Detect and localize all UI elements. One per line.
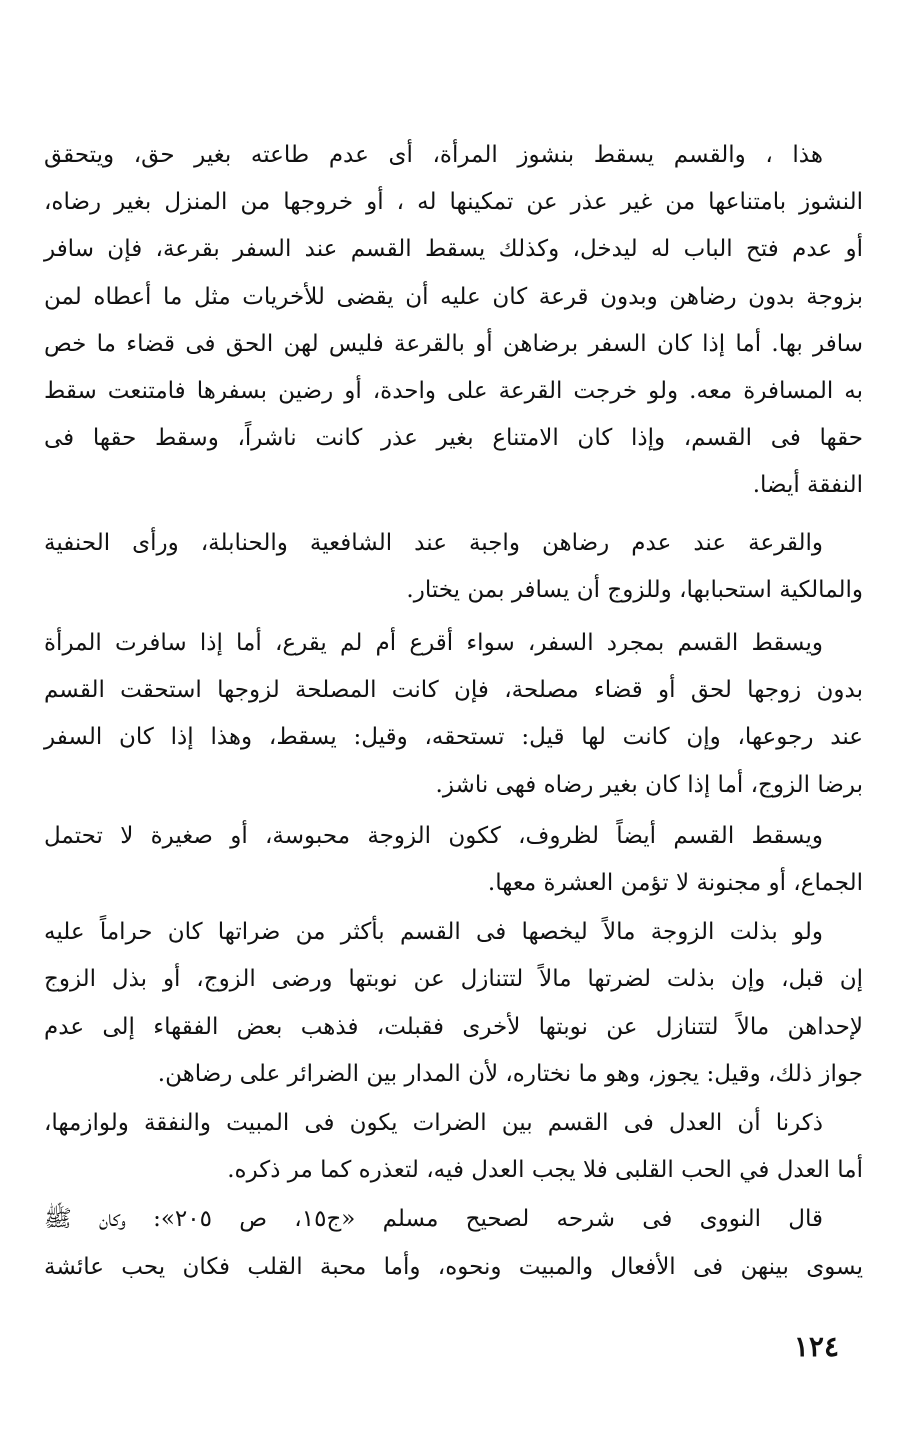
text-line: النشوز بامتناعها من غير عذر عن تمكينها له ، أو خروجها من المنزل بغير رضاه، xyxy=(44,189,863,216)
text-line: هذا ، والقسم يسقط بنشوز المرأة، أى عدم طاعته بغير حق، ويتحقق xyxy=(44,142,823,168)
text-line: إن قبل، وإن بذلت لضرتها مالاً لتتنازل عن نوبتها ورضى الزوج، أو بذل الزوج xyxy=(44,966,863,993)
text-line: حقها فى القسم، وإذا كان الامتناع بغير عذر كانت ناشراً، وسقط حقها فى xyxy=(44,425,863,452)
text-line: قال النووى فى شرحه لصحيح مسلم «ج١٥، ص ٢٠٥»: وكان ﷺ xyxy=(44,1206,823,1233)
paragraph xyxy=(44,909,863,1098)
text-line: أو عدم فتح الباب له ليدخل، وكذلك يسقط القسم عند السفر بقرعة، فإن سافر xyxy=(44,236,863,263)
text-line: عند رجوعها، وإن كانت لها قيل: تستحقه، وقيل: يسقط، وهذا إذا كان السفر xyxy=(44,724,863,751)
paragraph xyxy=(44,620,863,809)
text-line: ولو بذلت الزوجة مالاً ليخصها فى القسم بأكثر من ضراتها كان حراماً عليه xyxy=(44,919,823,946)
text-line: والقرعة عند عدم رضاهن واجبة عند الشافعية والحنابلة، ورأى الحنفية xyxy=(44,529,823,556)
text-line: أما العدل في الحب القلبى فلا يجب العدل فيه، لتعذره كما مر ذكره. xyxy=(227,1157,863,1184)
text-line: بزوجة بدون رضاهن وبدون قرعة كان عليه أن يقضى للأخريات مثل ما أعطاه لمن xyxy=(44,283,863,310)
text-line: الجماع، أو مجنونة لا تؤمن العشرة معها. xyxy=(487,870,863,897)
text-line: لإحداهن مالاً لتتنازل عن نوبتها لأخرى فقبلت، فذهب بعض الفقهاء إلى عدم xyxy=(44,1013,863,1040)
paragraph xyxy=(44,1100,863,1194)
text-line: بدون زوجها لحق أو قضاء مصلحة، فإن كانت المصلحة لزوجها استحقت القسم xyxy=(44,677,863,704)
paragraph xyxy=(44,1196,863,1290)
body-text xyxy=(44,132,863,1291)
text-line: سافر بها. أما إذا كان السفر برضاهن أو بالقرعة فليس لهن الحق فى قضاء ما خص xyxy=(44,330,863,357)
paragraph xyxy=(44,813,863,907)
text-line: والمالكية استحبابها، وللزوج أن يسافر بمن يختار. xyxy=(406,576,863,603)
text-line: جواز ذلك، وقيل: يجوز، وهو ما نختاره، لأن المدار بين الضرائر على رضاهن. xyxy=(157,1060,863,1087)
page-number: ١٢٤ xyxy=(793,1330,839,1363)
text-line: برضا الزوج، أما إذا كان بغير رضاه فهى ناشز. xyxy=(435,771,863,798)
text-line: به المسافرة معه. ولو خرجت القرعة على واحدة، أو رضين بسفرها فامتنعت سقط xyxy=(44,378,863,405)
text-line: ويسقط القسم أيضاً لظروف، ككون الزوجة محبوسة، أو صغيرة لا تحتمل xyxy=(44,822,823,849)
text-line: ذكرنا أن العدل فى القسم بين الضرات يكون فى المبيت والنفقة ولوازمها، xyxy=(44,1110,823,1137)
paragraph xyxy=(44,132,863,510)
text-line: يسوى بينهن فى الأفعال والمبيت ونحوه، وأما محبة القلب فكان يحب عائشة xyxy=(44,1253,863,1280)
text-line: النفقة أيضا. xyxy=(752,472,863,499)
text-line: ويسقط القسم بمجرد السفر، سواء أقرع أم لم يقرع، أما إذا سافرت المرأة xyxy=(44,630,823,657)
paragraph xyxy=(44,520,863,614)
